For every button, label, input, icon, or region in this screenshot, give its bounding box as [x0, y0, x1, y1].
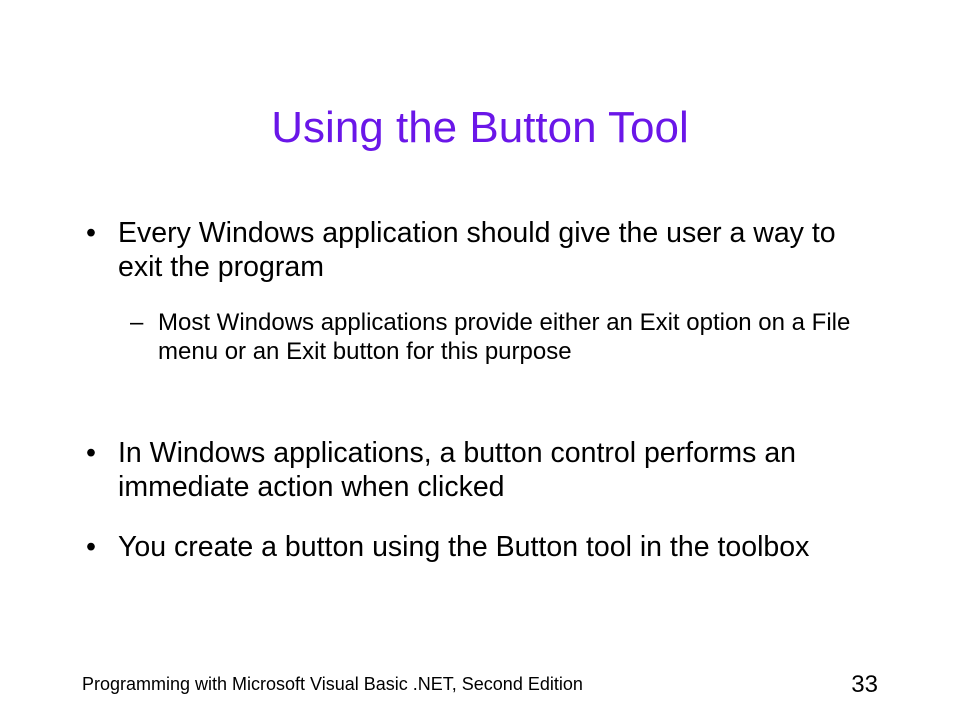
slide-footer: Programming with Microsoft Visual Basic .NET, Second Edition — [82, 674, 583, 694]
sub-bullet-item-1 — [130, 308, 870, 366]
bullet-marker: • — [86, 437, 96, 469]
bullet-item-3 — [86, 530, 886, 564]
bullet-marker: • — [86, 531, 96, 563]
sub-bullet-marker: – — [130, 309, 144, 336]
page-number: 33 — [851, 671, 878, 698]
sub-bullet-text: Most Windows applications provide either an Exit option on a File menu or an Exit button for this purpose — [158, 309, 851, 365]
bullet-text: In Windows applications, a button control performs an immediate action when clicked — [118, 437, 797, 503]
bullet-item-1 — [86, 216, 886, 284]
bullet-text: You create a button using the Button tool in the toolbox — [118, 531, 810, 563]
bullet-item-2 — [86, 436, 886, 504]
bullet-marker: • — [86, 217, 96, 249]
slide-title: Using the Button Tool — [271, 103, 689, 152]
bullet-text: Every Windows application should give the user a way to exit the program — [118, 217, 836, 283]
